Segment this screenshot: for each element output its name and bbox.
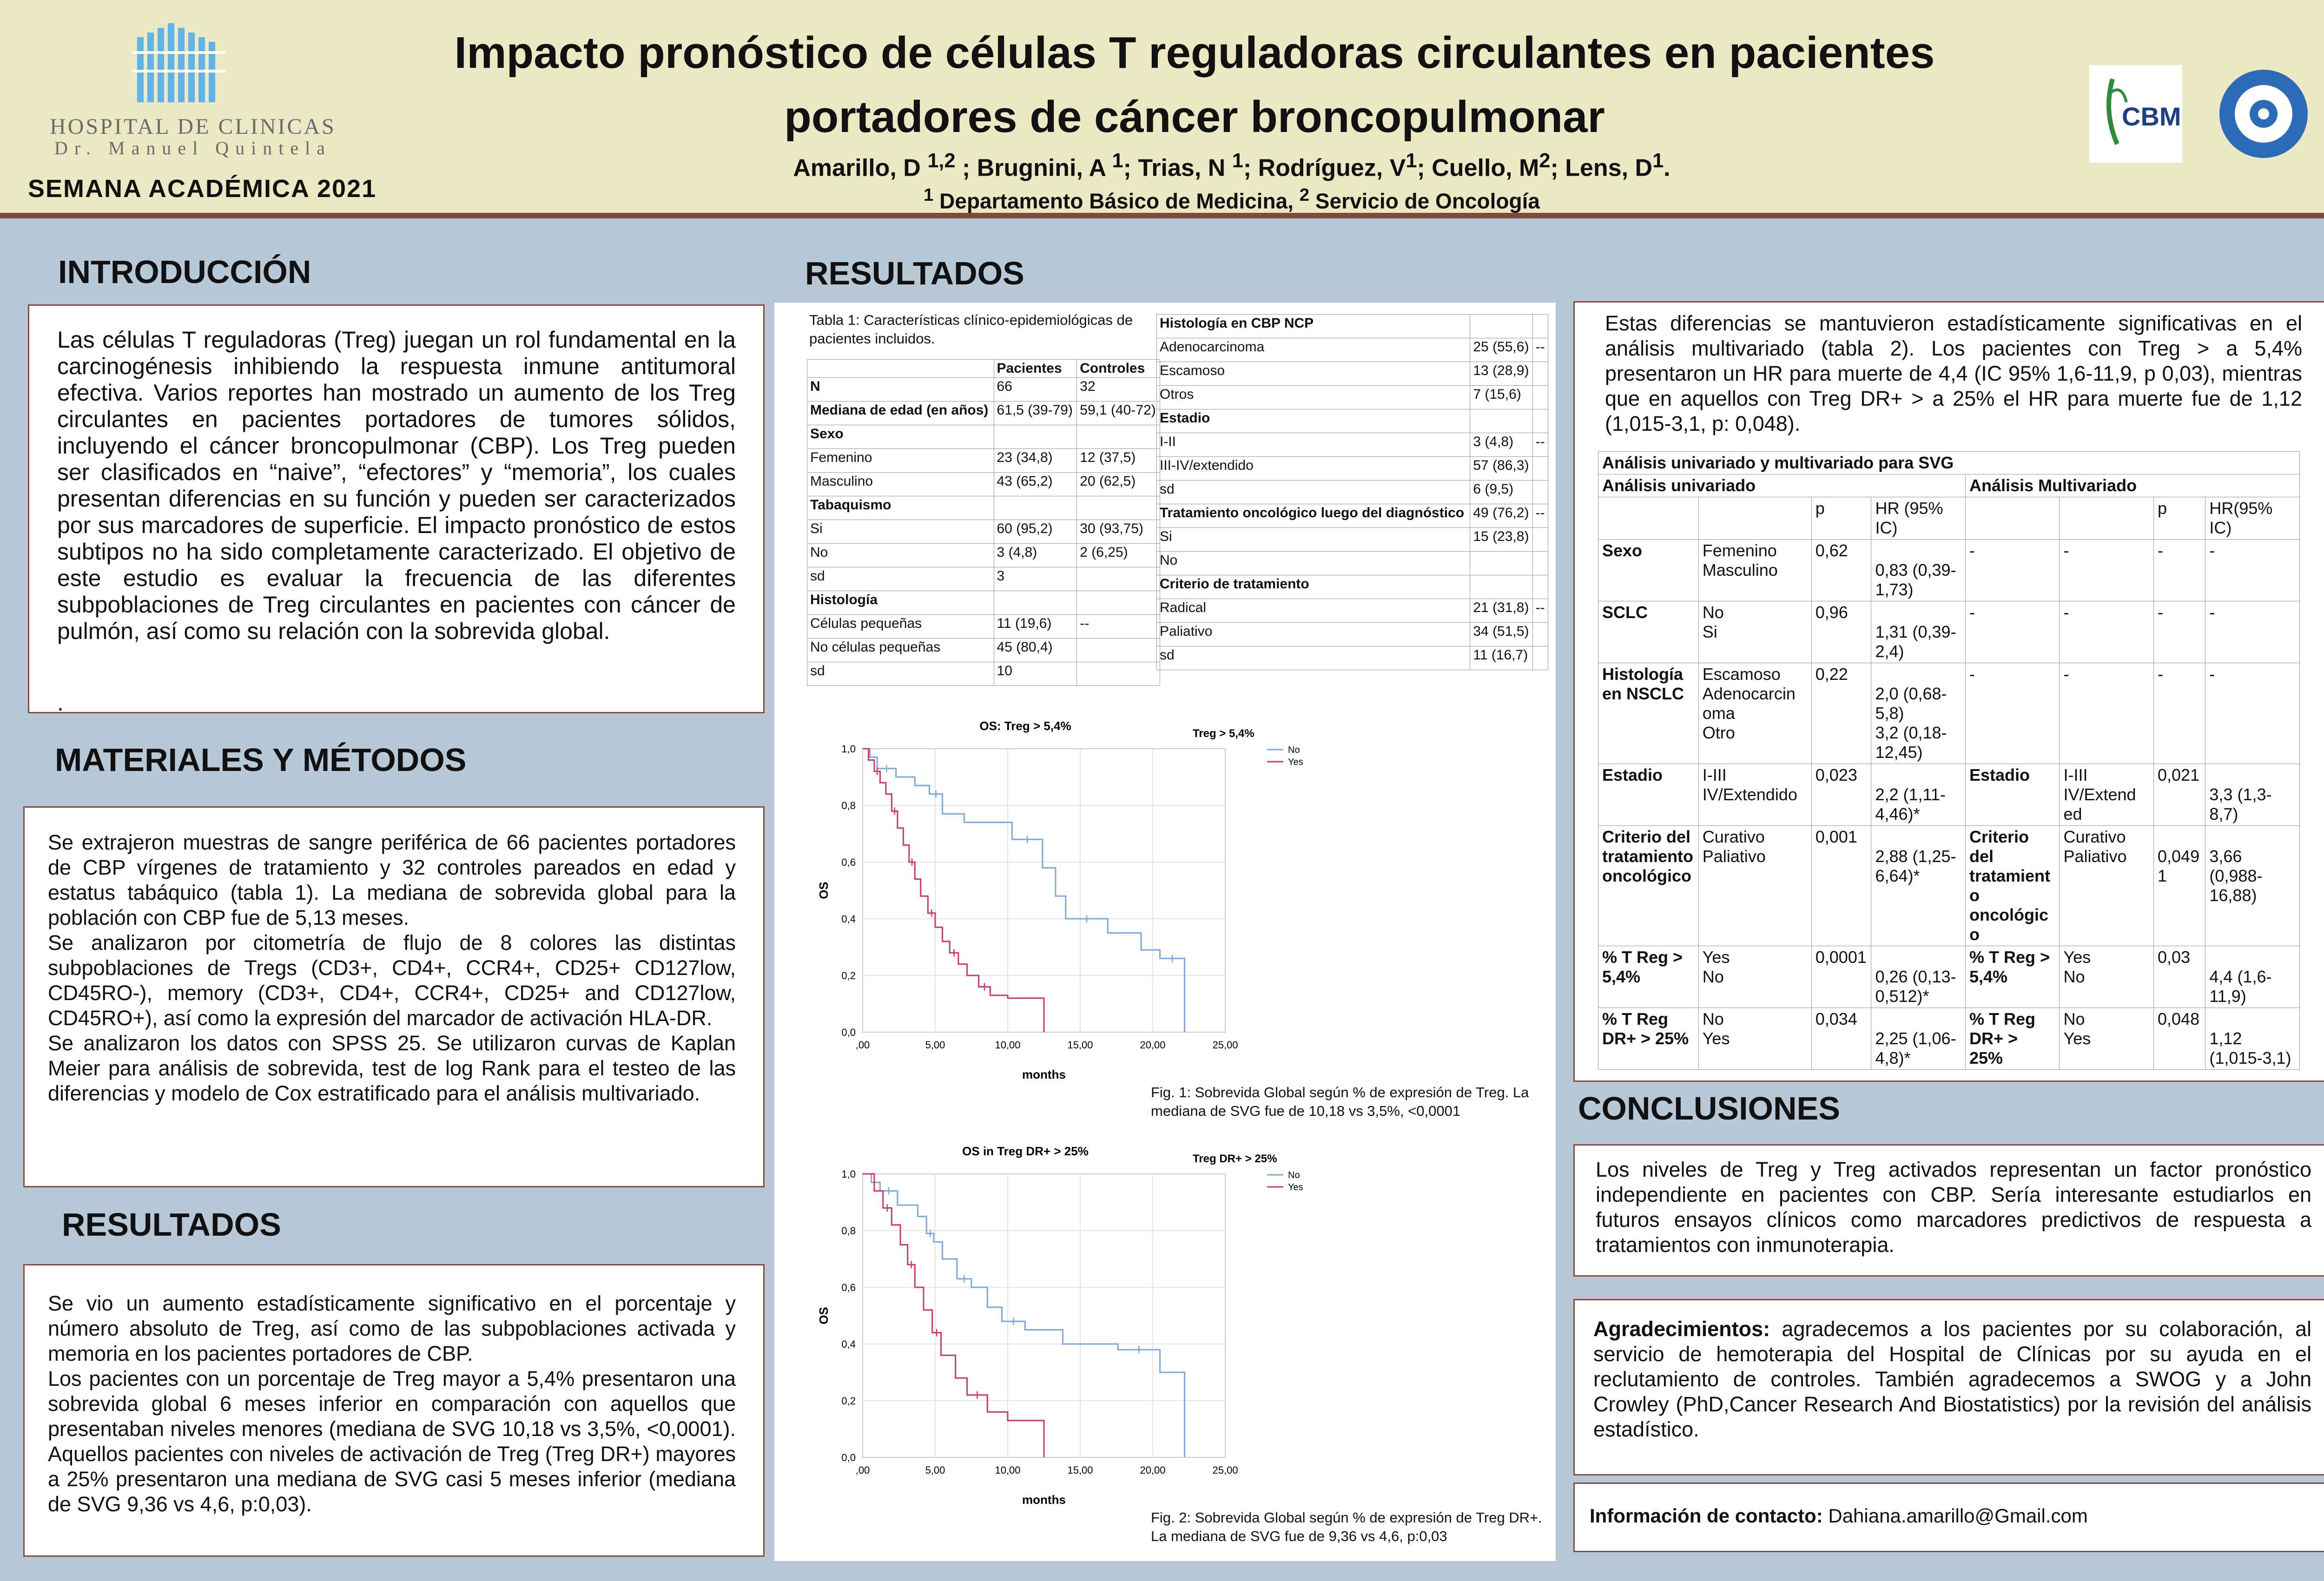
cbm-logo-text: CBM [2122, 102, 2181, 131]
table-cell [994, 591, 1077, 615]
table-cell: - [2205, 601, 2300, 663]
table-cell [1077, 425, 1160, 449]
table-row [1157, 338, 1548, 362]
table-cell: 6 (9,5) [1470, 481, 1532, 504]
table-cell: 0,26 (0,13-0,512)* [1871, 946, 1966, 1008]
x-tick-label: 5,00 [925, 1039, 945, 1051]
table-cell [1532, 623, 1548, 646]
table-cell: Células pequeñas [807, 615, 994, 639]
table-cell: 61,5 (39-79) [994, 402, 1077, 425]
table-cell [994, 496, 1077, 520]
table-cell: 49 (76,2) [1470, 504, 1532, 528]
table-row [1157, 528, 1548, 552]
event-label: SEMANA ACADÉMICA 2021 [28, 175, 377, 203]
table-cell: 20 (62,5) [1077, 473, 1160, 496]
table-cell: 0,83 (0,39-1,73) [1871, 540, 1966, 601]
x-tick-label: 10,00 [995, 1464, 1021, 1476]
table-cell [1532, 315, 1548, 338]
table-cell [1077, 496, 1160, 520]
table-cell: 1,12 (1,015-3,1) [2205, 1008, 2300, 1070]
table-row [807, 615, 1160, 639]
table-row [1157, 552, 1548, 575]
table-cell: 43 (65,2) [994, 473, 1077, 496]
table-cell: -- [1532, 338, 1548, 362]
table-cell: - [2205, 540, 2300, 601]
legend-label: Yes [1288, 1182, 1303, 1192]
table-cell: 0,001 [1811, 826, 1871, 946]
fig2-caption: Fig. 2: Sobrevida Global según % de expresión de Treg DR+. La mediana de SVG fue de 9,36 vs 4,6, p:0,03 [1151, 1509, 1542, 1544]
table-row [807, 591, 1160, 615]
y-tick-label: 0,6 [841, 1282, 856, 1293]
intro-box [28, 304, 765, 716]
table-cell: 2,2 (1,11-4,46)* [1871, 764, 1966, 826]
table-cell: 23 (34,8) [994, 449, 1077, 473]
table-cell: 34 (51,5) [1470, 623, 1532, 646]
survival-chart-treg [784, 711, 1303, 1097]
table-row [807, 378, 1160, 402]
table-cell: HR(95% IC) [2205, 497, 2300, 540]
table-cell: % T Reg > 5,4% [1598, 946, 1699, 1008]
chart-title: OS: Treg > 5,4% [979, 719, 1071, 733]
table-cell: Estadio [1598, 764, 1699, 826]
table2 [1598, 451, 2300, 1070]
intro-text: Las células T reguladoras (Treg) juegan un rol fundamental en la carcinogénesis inhibiendo la respuesta inmune antitumoral efectiva. Varios reportes han mostrado un aumento de los Treg circulantes en pacientes portadores de tumores sólidos, incluyendo el cáncer broncopulmonar (CBP). Los Treg pueden ser clasificados en “naive”, “efectores” y “memoria”, los cuales presentan diferencias en su función y pueden ser caracterizados por sus marcadores de superficie. El impacto pronóstico de estos subtipos no ha sido completamente caracterizado. El objetivo de este estudio es evaluar la frecuencia de las diferentes subpoblaciones de Treg circulantes en pacientes con cáncer de pulmón, así como su relación con la sobrevida global. [57, 327, 736, 644]
intro-heading: INTRODUCCIÓN [58, 254, 311, 290]
table-cell: Escamoso [1157, 362, 1470, 386]
legend-label: No [1288, 1170, 1300, 1180]
table-row [1157, 481, 1548, 504]
table-cell: 15 (23,8) [1470, 528, 1532, 552]
table-row [807, 496, 1160, 520]
table-cell: HR (95% IC) [1871, 497, 1966, 540]
contact-box [1573, 1482, 2324, 1552]
x-tick-label: 15,00 [1067, 1039, 1093, 1051]
table-cell: 0,03 [2154, 946, 2205, 1008]
table-row [1598, 497, 2300, 540]
table-cell: 0,049 1 [2154, 826, 2205, 946]
poster-title: Impacto pronóstico de células T reguladoras circulantes en pacientes portadores de cáncer broncopulmonar [454, 28, 1935, 142]
y-tick-label: 0,6 [841, 856, 856, 868]
y-tick-label: 0,0 [841, 1027, 856, 1038]
y-tick-label: 0,4 [841, 913, 856, 925]
table-cell [807, 360, 994, 378]
table-cell: Análisis Multivariado [1965, 474, 2299, 497]
table-cell: SCLC [1598, 601, 1699, 663]
table-cell: 2,25 (1,06-4,8)* [1871, 1008, 1966, 1070]
table-cell: 13 (28,9) [1470, 362, 1532, 386]
table-cell [1077, 591, 1160, 615]
table-cell: - [2205, 663, 2300, 764]
legend-title: Treg > 5,4% [1193, 727, 1254, 740]
table-cell: Criterio del tratamiento oncológico [1598, 826, 1699, 946]
x-tick-label: 20,00 [1140, 1039, 1166, 1051]
table-cell: Paliativo [1157, 623, 1470, 646]
table-row [1598, 946, 2300, 1008]
table-cell [1470, 409, 1532, 433]
table-cell: No [1157, 552, 1470, 575]
table-cell: I-II [1157, 433, 1470, 457]
methods-body [48, 830, 736, 1106]
table-row [807, 402, 1160, 425]
table-cell: III-IV/extendido [1157, 457, 1470, 481]
hospital-subname: Dr. Manuel Quintela [54, 138, 331, 158]
table-cell: -- [1532, 599, 1548, 623]
table-cell: 3,66 (0,988-16,88) [2205, 826, 2300, 946]
table-cell: - [2154, 540, 2205, 601]
cbm-logo-icon [2089, 65, 2182, 163]
table-row [1598, 452, 2300, 474]
table-cell: 7 (15,6) [1470, 386, 1532, 409]
table-row [1598, 540, 2300, 601]
table-cell: -- [1532, 504, 1548, 528]
table-cell: 2,88 (1,25-6,64)* [1871, 826, 1966, 946]
table-cell: 0,62 [1811, 540, 1871, 601]
table-cell [1965, 497, 2060, 540]
table-cell [1532, 552, 1548, 575]
table-row [1157, 409, 1548, 433]
table-cell: Pacientes [994, 360, 1077, 378]
table-cell: 0,96 [1811, 601, 1871, 663]
table-row [1157, 362, 1548, 386]
y-tick-label: 1,0 [841, 743, 856, 755]
table-row [1157, 315, 1548, 338]
table-row [1598, 1008, 2300, 1070]
x-tick-label: ,00 [855, 1464, 870, 1476]
legend-label: No [1288, 745, 1300, 755]
table-cell: Otros [1157, 386, 1470, 409]
x-tick-label: 5,00 [925, 1464, 945, 1476]
ack-body: agradecemos a los pacientes por su colaboración, al servicio de hemoterapia del Hospital de Clínicas por su ayuda en el reclutamiento de controles. También agradecemos a SWOG y a John Crowley (PhD,Cancer Research And Biostatistics) por la revisión del análisis estadístico. [1593, 1317, 2311, 1441]
table-cell: 45 (80,4) [994, 639, 1077, 662]
table-cell [1532, 362, 1548, 386]
table-cell: 30 (93,75) [1077, 520, 1160, 544]
table-cell: 4,4 (1,6-11,9) [2205, 946, 2300, 1008]
table-row [1157, 646, 1548, 670]
table-cell [1698, 497, 1811, 540]
methods-heading: MATERIALES Y MÉTODOS [55, 742, 467, 778]
table-cell: % T Reg > 5,4% [1965, 946, 2060, 1008]
table-row [807, 544, 1160, 567]
x-tick-label: 15,00 [1067, 1464, 1093, 1476]
x-tick-label: ,00 [855, 1039, 870, 1051]
table-cell: Femenino [807, 449, 994, 473]
table-cell: Tabaquismo [807, 496, 994, 520]
conclusions-box [1573, 1144, 2324, 1277]
table-cell: No Si [1698, 601, 1811, 663]
table-cell: Controles [1077, 360, 1160, 378]
x-axis-label: months [1022, 1067, 1066, 1081]
table-row [807, 567, 1160, 591]
ack-label: Agradecimientos: [1593, 1317, 1770, 1341]
table-cell: 3,3 (1,3-8,7) [2205, 764, 2300, 826]
table-cell: Histología en CBP NCP [1157, 315, 1470, 338]
table-cell: 0,048 [2154, 1008, 2205, 1070]
table-cell: Estadio [1965, 764, 2060, 826]
table-cell: I-III IV/Extendido [1698, 764, 1811, 826]
table-cell: I-III IV/Extend ed [2060, 764, 2154, 826]
table-cell: No células pequeñas [807, 639, 994, 662]
table-cell: No Yes [1698, 1008, 1811, 1070]
y-tick-label: 0,0 [841, 1452, 856, 1463]
methods-p1: Se extrajeron muestras de sangre periférica de 66 pacientes portadores de CBP vírgenes de tratamiento y 32 controles pareados en edad y estatus tabáquico (tabla 1). La mediana de sobrevida global para la población con CBP fue de 5,13 meses. [48, 830, 736, 929]
table-row [1157, 623, 1548, 646]
table-cell: 2 (6,25) [1077, 544, 1160, 567]
table-cell: p [1811, 497, 1871, 540]
table-cell: 12 (37,5) [1077, 449, 1160, 473]
table-row [807, 473, 1160, 496]
cbm-logo [2089, 65, 2182, 163]
y-axis-label: OS [817, 1307, 831, 1324]
table-cell: Estadio [1157, 409, 1470, 433]
table-cell: Curativo Paliativo [2060, 826, 2154, 946]
y-tick-label: 1,0 [841, 1168, 856, 1180]
table-cell: - [2060, 540, 2154, 601]
table-row [1598, 663, 2300, 764]
table-cell: p [2154, 497, 2205, 540]
table-cell: 11 (16,7) [1470, 646, 1532, 670]
table-cell: - [1965, 663, 2060, 764]
table-cell: 2,0 (0,68-5,8) 3,2 (0,18-12,45) [1871, 663, 1966, 764]
table-cell: Histología en NSCLC [1598, 663, 1699, 764]
contact-email[interactable]: Dahiana.amarillo@Gmail.com [1822, 1505, 2088, 1527]
table-cell: Radical [1157, 599, 1470, 623]
table-cell: 59,1 (40-72) [1077, 402, 1160, 425]
table-cell: Adenocarcinoma [1157, 338, 1470, 362]
table1-continued [1156, 314, 1548, 670]
table-cell: N [807, 378, 994, 402]
table-cell: Yes No [2060, 946, 2154, 1008]
table-row [1157, 599, 1548, 623]
authors: Amarillo, D $^{1,2}$ ; Brugnini, A $^1$; Trias, N $^1$; Rodríguez, $V^1$; Cuello, $M^2$; Lens, $D^1$. [793, 150, 1670, 182]
chart-title: OS in Treg DR+ > 25% [962, 1144, 1089, 1158]
table-cell: - [2154, 601, 2205, 663]
legend-label: Yes [1288, 757, 1303, 767]
table-cell: Sexo [807, 425, 994, 449]
table-cell: Criterio de tratamiento [1157, 575, 1470, 599]
table-cell: 3 (4,8) [1470, 433, 1532, 457]
table-row [807, 449, 1160, 473]
table-row [807, 639, 1160, 662]
table-cell [994, 425, 1077, 449]
table-cell: 0,023 [1811, 764, 1871, 826]
table-cell: 21 (31,8) [1470, 599, 1532, 623]
contact-text [1590, 1505, 2088, 1527]
y-tick-label: 0,2 [841, 970, 856, 982]
departments: $^1$ Departamento Básico de Medicina, $^2$ Servicio de Oncología [924, 185, 1540, 213]
table-cell: % T Reg DR+ > 25% [1598, 1008, 1699, 1070]
x-tick-label: 25,00 [1212, 1039, 1238, 1051]
contact-label: Información de contacto: [1590, 1505, 1823, 1527]
table-cell [1470, 575, 1532, 599]
results-right-text: Estas diferencias se mantuvieron estadísticamente significativas en el análisis multivariado (tabla 2). Los pacientes con Treg > a 5,4% presentaron un HR para muerte de 4,4 (IC 95% 1,6-11,9, p 0,03), mientras que en aquellos con Treg DR+ > a 25% el HR para muerte fue de 1,12 (1,015-3,1, p: 0,048). [1605, 311, 2302, 435]
table-cell [1077, 639, 1160, 662]
table-cell: No [807, 544, 994, 567]
x-tick-label: 20,00 [1140, 1464, 1166, 1476]
table-cell: Si [807, 520, 994, 544]
fig1-caption: Fig. 1: Sobrevida Global según % de expresión de Treg. La mediana de SVG fue de 10,18 vs 3,5%, <0,0001 [1151, 1084, 1529, 1119]
table-cell: - [1965, 601, 2060, 663]
table-cell: Criterio del tratamient o oncológic o [1965, 826, 2060, 946]
table-cell: sd [1157, 481, 1470, 504]
y-tick-label: 0,8 [841, 1225, 856, 1237]
table-cell: sd [807, 567, 994, 591]
table-cell [1532, 575, 1548, 599]
intro-trailing: . [57, 690, 64, 716]
table-cell: 25 (55,6) [1470, 338, 1532, 362]
table-cell: sd [807, 662, 994, 686]
table-cell: Escamoso Adenocarcin oma Otro [1698, 663, 1811, 764]
table-cell [1470, 315, 1532, 338]
table-cell: No Yes [2060, 1008, 2154, 1070]
table-cell: 0,0001 [1811, 946, 1871, 1008]
table-cell: - [2060, 663, 2154, 764]
table-row [1598, 601, 2300, 663]
methods-p3: Se analizaron los datos con SPSS 25. Se utilizaron curvas de Kaplan Meier para análisis de sobrevida, test de log Rank para el testeo de las diferencias y modelo de Cox estratificado para el análisis multivariado. [48, 1031, 736, 1105]
table-cell: - [2154, 663, 2205, 764]
table-header-row [807, 360, 1160, 378]
plot-area [863, 749, 1225, 1032]
table-cell: Yes No [1698, 946, 1811, 1008]
table-row [1157, 433, 1548, 457]
table-cell: Femenino Masculino [1698, 540, 1811, 601]
table-row [1598, 826, 2300, 946]
table1 [807, 359, 1160, 686]
table-cell: 3 (4,8) [994, 544, 1077, 567]
hospital-name: HOSPITAL DE CLINICAS [50, 114, 336, 139]
table-cell: 3 [994, 567, 1077, 591]
x-tick-label: 10,00 [995, 1039, 1021, 1051]
table-cell: Tratamiento oncológico luego del diagnóstico [1157, 504, 1470, 528]
ack-text [1593, 1317, 2311, 1442]
oncology-logo-icon [2217, 63, 2310, 165]
y-axis-label: OS [817, 882, 831, 899]
table-cell: Análisis univariado y multivariado para SVG [1598, 452, 2300, 474]
table-cell [1532, 457, 1548, 481]
table-cell: 0,021 [2154, 764, 2205, 826]
table-row [807, 425, 1160, 449]
y-tick-label: 0,2 [841, 1395, 856, 1407]
table-cell: 32 [1077, 378, 1160, 402]
table-cell [1077, 662, 1160, 686]
survival-chart-tregdr [784, 1137, 1303, 1522]
table-cell: Sexo [1598, 540, 1699, 601]
table-cell [1532, 646, 1548, 670]
table-cell: 60 (95,2) [994, 520, 1077, 544]
y-tick-label: 0,8 [841, 800, 856, 811]
table-cell: 57 (86,3) [1470, 457, 1532, 481]
x-tick-label: 25,00 [1212, 1464, 1238, 1476]
table-cell: Mediana de edad (en años) [807, 402, 994, 425]
results-left-p1: Se vio un aumento estadísticamente significativo en el porcentaje y número absoluto de Treg, así como de las subpoblaciones activada y memoria en los pacientes portadores de CBP. [48, 1291, 736, 1365]
table-cell: 10 [994, 662, 1077, 686]
table-cell [1532, 481, 1548, 504]
table1-caption: Tabla 1: Características clínico-epidemiológicas de pacientes incluidos. [809, 312, 1133, 347]
results-right-box [1573, 301, 2324, 1082]
table-cell: - [1965, 540, 2060, 601]
table-cell: 66 [994, 378, 1077, 402]
conclusions-text: Los niveles de Treg y Treg activados representan un factor pronóstico independiente en pacientes con CBP. Sería interesante estudiarlos en futuros ensayos clínicos como marcadores predictivos de respuesta a tratamientos con inmunoterapia. [1596, 1158, 2311, 1257]
table-cell: 11 (19,6) [994, 615, 1077, 639]
table-cell: - [2060, 601, 2154, 663]
table-row [1598, 474, 2300, 497]
table-cell [1470, 552, 1532, 575]
table-cell [1532, 528, 1548, 552]
table-row [1598, 764, 2300, 826]
table-cell: sd [1157, 646, 1470, 670]
table-cell: Histología [807, 591, 994, 615]
table-cell [1532, 386, 1548, 409]
table-row [1157, 457, 1548, 481]
table-cell [1598, 497, 1699, 540]
table-cell [1077, 567, 1160, 591]
table-cell: Si [1157, 528, 1470, 552]
conclusions-heading: CONCLUSIONES [1578, 1090, 1840, 1126]
methods-p2: Se analizaron por citometría de flujo de 8 colores las distintas subpoblaciones de Tregs (CD3+, CD4+, CCR4+, CD25+ CD127low, CD45RO-), memory (CD3+, CD4+, CCR4+, CD25+ and CD127low, CD45RO+), así como la expresión del marcador de activación HLA-DR. [48, 931, 736, 1030]
plot-area [863, 1174, 1225, 1457]
table-row [1157, 504, 1548, 528]
hospital-logo-icon [132, 23, 225, 102]
results-mid-heading: RESULTADOS [805, 255, 1024, 291]
table-row [807, 662, 1160, 686]
table-row [1157, 386, 1548, 409]
legend-title: Treg DR+ > 25% [1193, 1153, 1277, 1165]
results-left-p2: Los pacientes con un porcentaje de Treg mayor a 5,4% presentaron una sobrevida global 6 meses inferior en comparación con aquellos que presentaban niveles menores (mediana de SVG 10,18 vs 3,5%, <0,0001). Aquellos pacientes con niveles de activación de Treg (Treg DR+) mayores a 25% presentaron una mediana de SVG casi 5 meses inferior (mediana de SVG 9,36 vs 4,6, p:0,03). [48, 1367, 736, 1516]
table-cell: 0,22 [1811, 663, 1871, 764]
table-cell: Curativo Paliativo [1698, 826, 1811, 946]
results-left-box [23, 1264, 765, 1557]
ack-box [1573, 1299, 2324, 1476]
table-cell: Análisis univariado [1598, 474, 1966, 497]
table-row [1157, 575, 1548, 599]
table-cell: -- [1077, 615, 1160, 639]
table-cell: Masculino [807, 473, 994, 496]
table-cell: 0,034 [1811, 1008, 1871, 1070]
y-tick-label: 0,4 [841, 1338, 856, 1350]
table-row [807, 520, 1160, 544]
table-cell: -- [1532, 433, 1548, 457]
table-cell [2060, 497, 2154, 540]
results-left-body [48, 1291, 736, 1517]
results-mid-box [774, 302, 1556, 1561]
methods-box [23, 806, 765, 1187]
x-axis-label: months [1022, 1493, 1066, 1507]
table-cell: % T Reg DR+ > 25% [1965, 1008, 2060, 1070]
table-cell: 1,31 (0,39-2,4) [1871, 601, 1966, 663]
results-left-heading: RESULTADOS [62, 1206, 281, 1243]
table-cell [1532, 409, 1548, 433]
